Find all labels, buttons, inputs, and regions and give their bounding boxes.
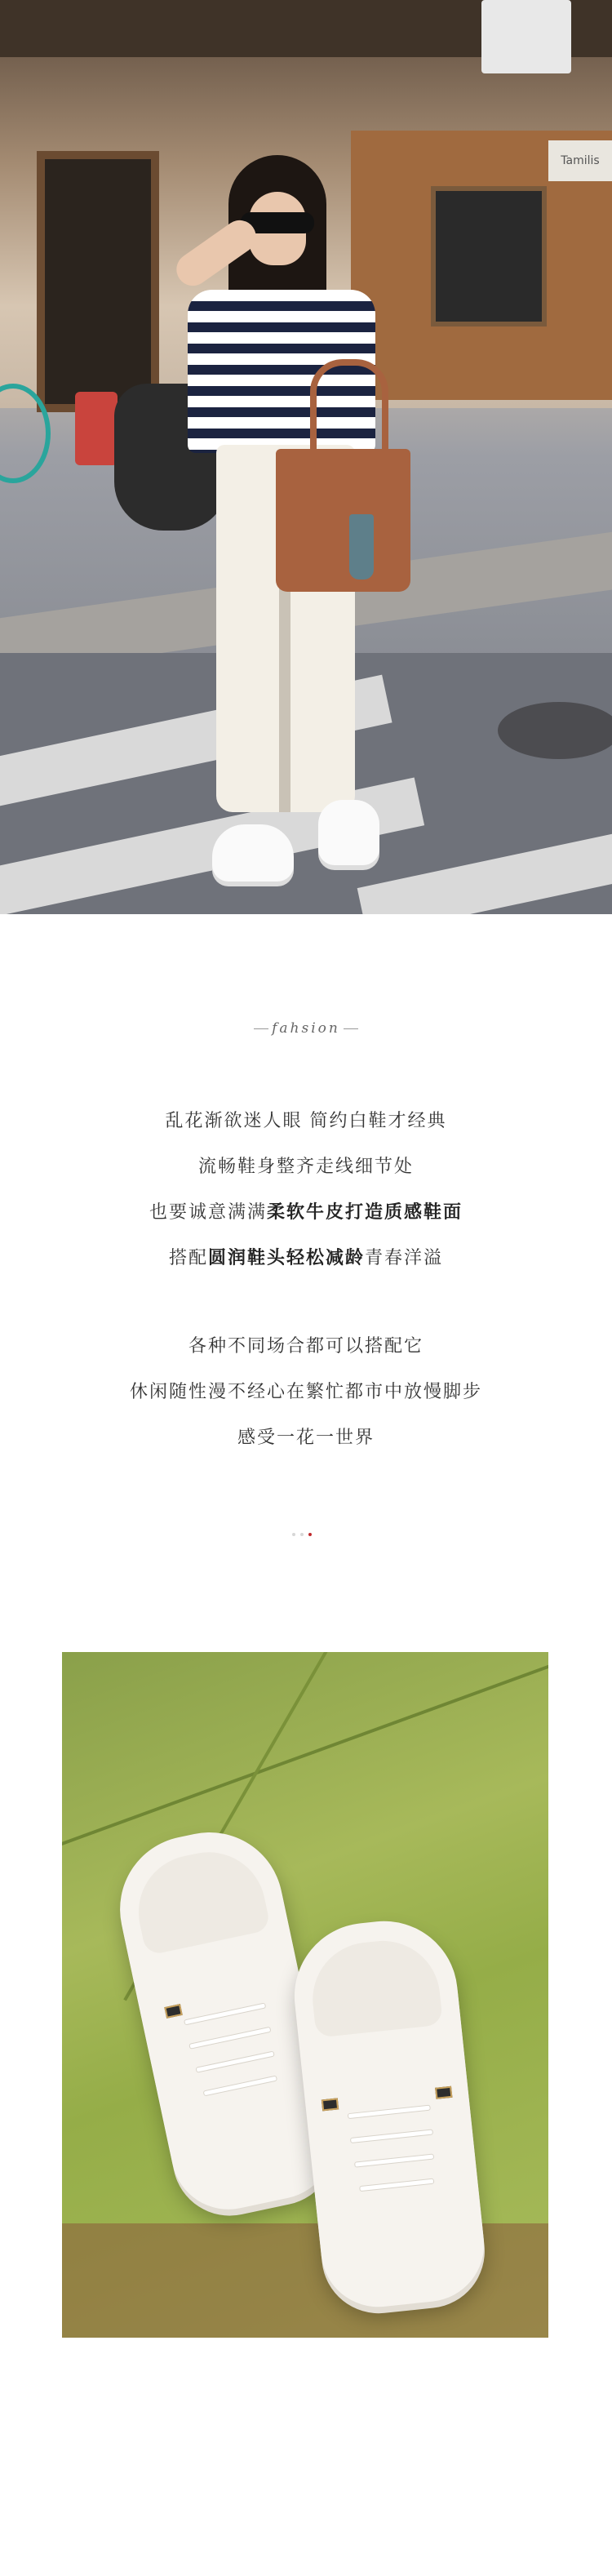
lace	[195, 2051, 274, 2073]
copy-line	[0, 1324, 612, 1370]
lace	[350, 2129, 433, 2143]
line-text: 感受一花一世界	[237, 1428, 375, 1448]
model	[155, 155, 400, 906]
line-text: 休闲随性漫不经心在繁忙都市中放慢脚步	[129, 1382, 482, 1402]
pager-dot	[300, 1533, 304, 1536]
pants-gap	[279, 580, 290, 812]
copy-line	[0, 1370, 612, 1415]
air-conditioner	[481, 0, 571, 73]
lace	[359, 2178, 434, 2192]
copy-line	[0, 1415, 612, 1461]
copy-paragraph-2	[0, 1324, 612, 1461]
fashion-script-heading	[0, 1020, 612, 1037]
line-text: 搭配	[168, 1248, 208, 1268]
line-text: 也要诚意满满	[149, 1202, 267, 1223]
dash-right	[344, 1028, 358, 1029]
line-highlight: 圆润鞋头轻松减龄	[207, 1248, 365, 1268]
copy-line	[0, 1190, 612, 1236]
red-chair	[75, 392, 118, 465]
line-highlight: 柔软牛皮打造质感鞋面	[267, 1202, 463, 1223]
metal-tag	[435, 2086, 452, 2099]
bag-tassel	[349, 514, 374, 580]
copy-line	[0, 1099, 612, 1144]
sofa-seam	[62, 1652, 548, 1850]
shop-door	[37, 151, 159, 412]
copy-line	[0, 1144, 612, 1190]
lace	[203, 2075, 277, 2096]
line-text: 各种不同场合都可以搭配它	[188, 1336, 424, 1357]
sneaker-opening	[307, 1935, 443, 2038]
tote-bag	[276, 449, 410, 592]
product-photo	[62, 1652, 548, 2338]
shop-window	[431, 186, 547, 326]
pager-dots	[292, 1533, 320, 1538]
lace	[184, 2002, 266, 2025]
shop-sign: Tamilis	[548, 140, 612, 181]
script-word: fahsion	[272, 1020, 340, 1037]
line-text: 青春洋溢	[365, 1248, 444, 1268]
line-text: 乱花渐欲迷人眼 简约白鞋才经典	[165, 1111, 447, 1131]
lace	[348, 2105, 431, 2120]
copy-paragraph-1	[0, 1099, 612, 1281]
pager-dot	[292, 1533, 295, 1536]
lace	[354, 2153, 434, 2167]
hero-photo	[0, 0, 612, 914]
metal-tag	[164, 2004, 182, 2019]
line-text: 流畅鞋身整齐走线细节处	[197, 1157, 414, 1177]
metal-tag	[322, 2098, 339, 2111]
sneaker-opening	[128, 1841, 271, 1956]
pager-dot-active	[308, 1533, 312, 1536]
dash-left	[254, 1028, 268, 1029]
lace	[188, 2027, 271, 2050]
manhole	[498, 702, 612, 759]
copy-line	[0, 1236, 612, 1281]
white-sneaker-right	[318, 800, 379, 865]
white-sneaker-left	[212, 824, 294, 882]
